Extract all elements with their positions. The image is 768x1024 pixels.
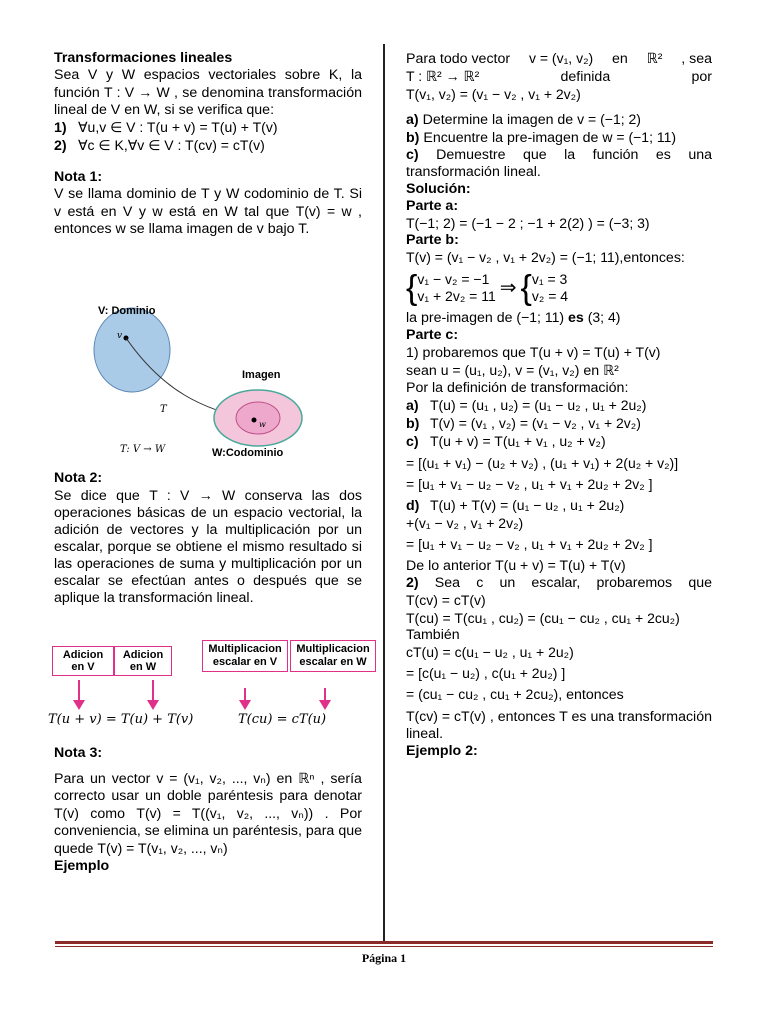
nota3-text: Para un vector v = (v₁, v₂, ..., vₙ) en ℝⁿ , sería correcto usar un doble paréntesis para denotar T(v) como T(v) = T((v₁, v₂, ..., vₙ)) . Por conveniencia, se elimina un paréntesis, para que quede T(v) = T(v₁, v₂, ..., vₙ) — [54, 770, 363, 857]
additivity-eq: T(u + v) = T(u) + T(v) — [48, 712, 194, 727]
condition-1: 1) ∀u,v ∈ V : T(u + v) = T(u) + T(v) — [54, 119, 278, 136]
ejemplo-heading: Ejemplo — [54, 858, 110, 874]
c2-line4: = (cu₁ − cu₂ , cu₁ + 2cu₂), entonces — [406, 686, 624, 703]
system-equations: v₁ − v₂ = −1 v₁ + 2v₂ = 11 — [417, 271, 496, 304]
step-d-2: +(v₁ − v₂ , v₁ + 2v₂) — [406, 515, 524, 531]
v-label: v — [117, 331, 123, 341]
arrow-4 — [324, 688, 326, 702]
nota1-title: Nota 1: — [54, 169, 103, 185]
domain-ellipse — [94, 308, 170, 392]
arrow-1 — [78, 680, 80, 702]
intro-paragraph: Sea V y W espacios vectoriales sobre K, la función T : V → W , se denomina transformación lineal de V en W, si se verifica que: — [54, 67, 362, 118]
nota2-block — [54, 470, 362, 607]
domain-codomain-diagram — [92, 300, 322, 465]
w-point — [252, 418, 257, 423]
tambien: También — [406, 627, 460, 643]
arrow-2 — [152, 680, 154, 702]
codomain-label: W:Codominio — [212, 447, 284, 459]
intro-map: T : V → W — [104, 84, 170, 100]
section-title: Transformaciones lineales — [54, 50, 233, 66]
step-d-3: = [u₁ + v₁ − u₂ − v₂ , u₁ + v₁ + 2u₂ + 2v₂ ] — [406, 536, 653, 552]
parte-c-heading: Parte c: — [406, 327, 459, 343]
ejemplo2-heading: Ejemplo 2: — [406, 743, 478, 759]
image-ellipse — [236, 402, 280, 434]
c1-line: 1) probaremos que T(u + v) = T(u) + T(v) — [406, 344, 661, 361]
box-mult-v: Multiplicacion escalar en V — [202, 640, 288, 672]
box-mult-w: Multiplicacion escalar en W — [290, 640, 376, 672]
c2-line2: cT(u) = c(u₁ − u₂ , u₁ + 2u₂) — [406, 644, 574, 660]
parte-b-heading: Parte b: — [406, 232, 459, 248]
step-c-3: = [u₁ + v₁ − u₂ − v₂ , u₁ + v₁ + 2u₂ + 2v₂ ] — [406, 476, 653, 492]
step-b: b) T(v) = (v₁ , v₂) = (v₁ − v₂ , v₁ + 2v₂) — [406, 415, 641, 432]
system-block: { v₁ − v₂ = −1 v₁ + 2v₂ = 11 ⇒ { v₁ = 3 v₂ = 4 — [406, 269, 569, 307]
step-c-2: = [(u₁ + v₁) − (u₂ + v₂) , (u₁ + v₁) + 2(u₂ + v₂)] — [406, 455, 679, 471]
step-a: a) T(u) = (u₁ , u₂) = (u₁ − u₂ , u₁ + 2u₂) — [406, 397, 647, 414]
implies-icon: ⇒ — [499, 276, 517, 299]
solucion-heading: Solución: — [406, 181, 471, 197]
parte-a-heading: Parte a: — [406, 198, 459, 214]
footer-rule-thick — [55, 941, 713, 944]
box-adicion-v: Adicion en V — [52, 646, 114, 676]
nota2-title: Nota 2: — [54, 470, 103, 486]
question-c: c) Demuestre que la función es una transformación lineal. — [406, 147, 712, 180]
homogeneity-eq: T(cu) = cT(u) — [238, 712, 327, 727]
nota1-text: V se llama dominio de T y W codominio de T. Si v está en V y w está en W tal que T(v) = w , entonces w se llama imagen de v bajo T. — [54, 186, 362, 237]
map-label: T: V → W — [120, 444, 166, 455]
w-label: w — [259, 420, 266, 429]
domain-label: V: Dominio — [98, 305, 156, 317]
por-def-line: Por la definición de transformación: — [406, 380, 629, 396]
nota3-block — [54, 745, 362, 875]
question-b: b) Encuentre la pre-imagen de w = (−1; 11) — [406, 129, 677, 146]
parte-a-eq: T(−1; 2) = (−1 − 2 ; −1 + 2(2) ) = (−3; 3) — [406, 215, 650, 231]
image-label: Imagen — [242, 369, 281, 381]
nota3-title: Nota 3: — [54, 745, 103, 761]
nota2-text: Se dice que T : V → W conserva las dos operaciones básicas de un espacio vectorial, la adición de vectores y la multiplicación por un escalar, porque se obtiene el mismo resultado si las operaciones de suma y multiplicación por un escalar se efectúan antes o después que se aplique la transformación lineal. — [54, 487, 362, 606]
sean-line: sean u = (u₁, u₂), v = (v₁, v₂) en ℝ² — [406, 362, 619, 379]
c2-line3: = [c(u₁ − u₂) , c(u₁ + 2u₂) ] — [406, 665, 566, 681]
arrow-3 — [244, 688, 246, 702]
pre-image-line: la pre-imagen de (−1; 11) es (3; 4) — [406, 309, 621, 326]
c2-final: T(cv) = cT(v) , entonces T es una transformación lineal. — [406, 708, 712, 742]
c2-line: 2) Sea c un escalar, probaremos que T(cv) = cT(v) — [406, 575, 712, 608]
t-label: T — [160, 404, 167, 415]
p1-line1: Para todo vector v = (v₁, v₂) en ℝ² , sea — [406, 50, 712, 67]
p1-line2: T : ℝ² → ℝ² definida por — [406, 68, 712, 85]
right-column — [406, 50, 712, 760]
step-d: d) T(u) + T(v) = (u₁ − u₂ , u₁ + 2u₂) — [406, 497, 625, 514]
p1-definition: T(v₁, v₂) = (v₁ − v₂ , v₁ + 2v₂) — [406, 86, 581, 102]
de-lo-anterior: De lo anterior T(u + v) = T(u) + T(v) — [406, 557, 626, 574]
footer-rule-thin — [55, 946, 713, 947]
box-adicion-w: Adicion en W — [114, 646, 172, 676]
column-divider — [383, 44, 385, 942]
parte-b-eq: T(v) = (v₁ − v₂ , v₁ + 2v₂) = (−1; 11),entonces: — [406, 249, 685, 266]
question-a: a) Determine la imagen de v = (−1; 2) — [406, 111, 641, 128]
left-column — [54, 50, 362, 238]
system-solution: v₁ = 3 v₂ = 4 — [531, 271, 569, 304]
condition-2: 2) ∀c ∈ K,∀v ∈ V : T(cv) = cT(v) — [54, 137, 265, 154]
page-number: Página 1 — [361, 951, 407, 965]
c2-line1: T(cu) = T(cu₁ , cu₂) = (cu₁ − cu₂ , cu₁ + 2cu₂) — [406, 610, 680, 626]
step-c: c) T(u + v) = T(u₁ + v₁ , u₂ + v₂) — [406, 433, 606, 450]
